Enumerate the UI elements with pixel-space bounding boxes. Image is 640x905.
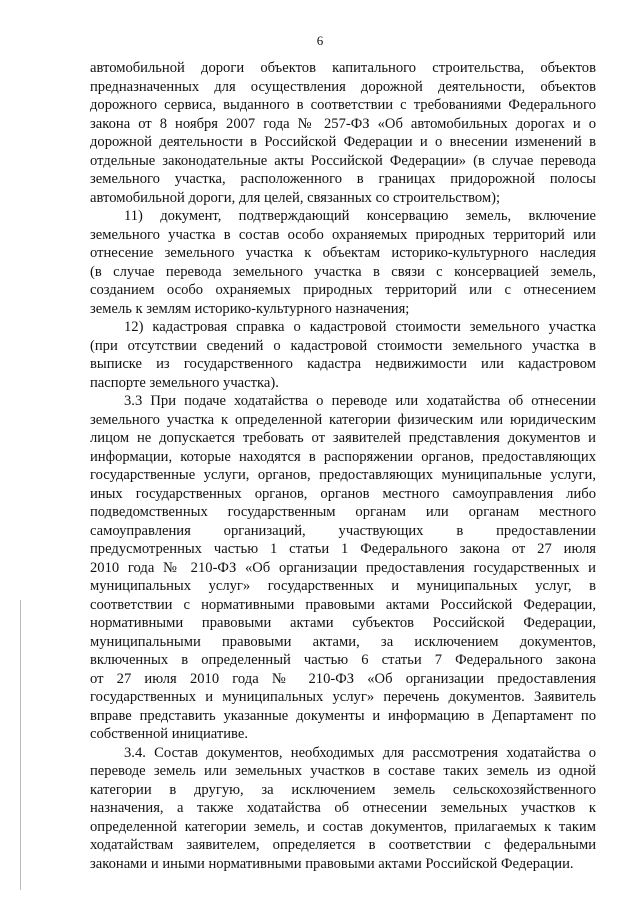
- text-line: соответствии с нормативными правовыми актами Российской Федерации,: [90, 596, 596, 613]
- text-line: земель к землям историко-культурного назначения;: [90, 300, 410, 317]
- text-line: определенной категории земель, и состав документов, прилагаемых к таким: [90, 818, 596, 835]
- text-line: переводе земель или земельных участков в составе таких земель из одной: [90, 763, 596, 779]
- paragraph-section-3-4: [90, 744, 596, 874]
- text-line: муниципальных услуг» государственных и муниципальных услуг, в: [90, 578, 596, 594]
- text-line: отнесение земельного участка к объектам историко-культурного наследия: [90, 245, 596, 261]
- text-line: законами и иными нормативными правовыми актами Российской Федерации.: [90, 855, 574, 872]
- text-line: дорожного сервиса, выданного в соответствии с требованиями Федерального: [90, 97, 596, 113]
- paragraph-section-3-3: [90, 392, 596, 744]
- text-line: иных государственных органов, органов местного самоуправления либо: [90, 485, 596, 502]
- text-line: закона от 8 ноября 2007 года № 257-ФЗ «Об автомобильных дорогах и о: [90, 115, 596, 132]
- text-line: от 27 июля 2010 года № 210-ФЗ «Об организации предоставления: [90, 670, 596, 687]
- text-line: земельного участка в состав особо охраняемых природных территорий или: [90, 226, 596, 243]
- text-line: (в случае перевода земельного участка в связи с консервацией земель,: [90, 263, 596, 280]
- text-line: государственные услуги, органов, предоставляющих муниципальные услуги,: [90, 467, 596, 483]
- text-line: земельного участка, расположенного в границах придорожной полосы: [90, 171, 596, 187]
- text-line: вправе представить указанные документы и информацию в Департамент по: [90, 707, 596, 724]
- scan-edge-line: [20, 600, 21, 890]
- text-line: 3.3 При подаче ходатайства о переводе или ходатайства об отнесении: [124, 393, 596, 409]
- text-line: лицом не допускается требовать от заявителей представления документов и: [90, 430, 596, 446]
- text-line: подведомственных государственным органам или органам местного: [90, 504, 596, 520]
- text-line: 11) документ, подтверждающий консервацию земель, включение: [124, 208, 596, 224]
- document-body: [90, 59, 596, 873]
- text-line: ходатайствам заявителем, определяется в соответствии с федеральными: [90, 837, 596, 853]
- text-line: предназначенных для осуществления дорожной деятельности, объектов: [90, 78, 596, 95]
- text-line: предусмотренных частью 1 статьи 1 Федерального закона от 27 июля: [90, 541, 596, 557]
- text-line: информации, которые находятся в распоряжении органов, предоставляющих: [90, 448, 596, 465]
- text-line: 12) кадастровая справка о кадастровой стоимости земельного участка: [124, 319, 596, 335]
- paragraph-item-12: [90, 318, 596, 392]
- text-line: созданием особо охраняемых природных территорий или с отнесением: [90, 282, 596, 298]
- text-line: отдельные законодательные акты Российской Федерации» (в случае перевода: [90, 152, 596, 169]
- text-line: земельного участка к определенной категории физическим или юридическим: [90, 411, 596, 428]
- paragraph-continuation: [90, 59, 596, 207]
- text-line: выписке из государственного кадастра недвижимости или кадастровом: [90, 356, 596, 372]
- text-line: (при отсутствии сведений о кадастровой стоимости земельного участка в: [90, 337, 596, 354]
- text-line: паспорте земельного участка).: [90, 374, 279, 391]
- text-line: автомобильной дороги, для целей, связанных со строительством);: [90, 189, 501, 206]
- text-line: категории в другую, за исключением земель сельскохозяйственного: [90, 781, 596, 798]
- text-line: дорожной деятельности в Российской Федерации и о внесении изменений в: [90, 134, 596, 150]
- text-line: 2010 года № 210-ФЗ «Об организации предоставления государственных и: [90, 559, 596, 576]
- page-number: 6: [316, 33, 324, 48]
- text-line: автомобильной дороги объектов капитального строительства, объектов: [90, 60, 596, 76]
- text-line: включенных в определенный частью 6 статьи 7 Федерального закона: [90, 652, 596, 668]
- text-line: собственной инициативе.: [90, 726, 248, 742]
- text-line: назначения, а также ходатайства об отнесении земельных участков к: [90, 800, 596, 816]
- text-line: муниципальными правовыми актами, за исключением документов,: [90, 633, 596, 650]
- paragraph-item-11: [90, 207, 596, 318]
- text-line: государственных и муниципальных услуг» перечень документов. Заявитель: [90, 689, 596, 705]
- text-line: самоуправления организаций, участвующих в предоставлении: [90, 522, 596, 539]
- text-line: нормативными правовыми актами субъектов Российской Федерации,: [90, 615, 596, 631]
- text-line: 3.4. Состав документов, необходимых для рассмотрения ходатайства о: [124, 744, 596, 761]
